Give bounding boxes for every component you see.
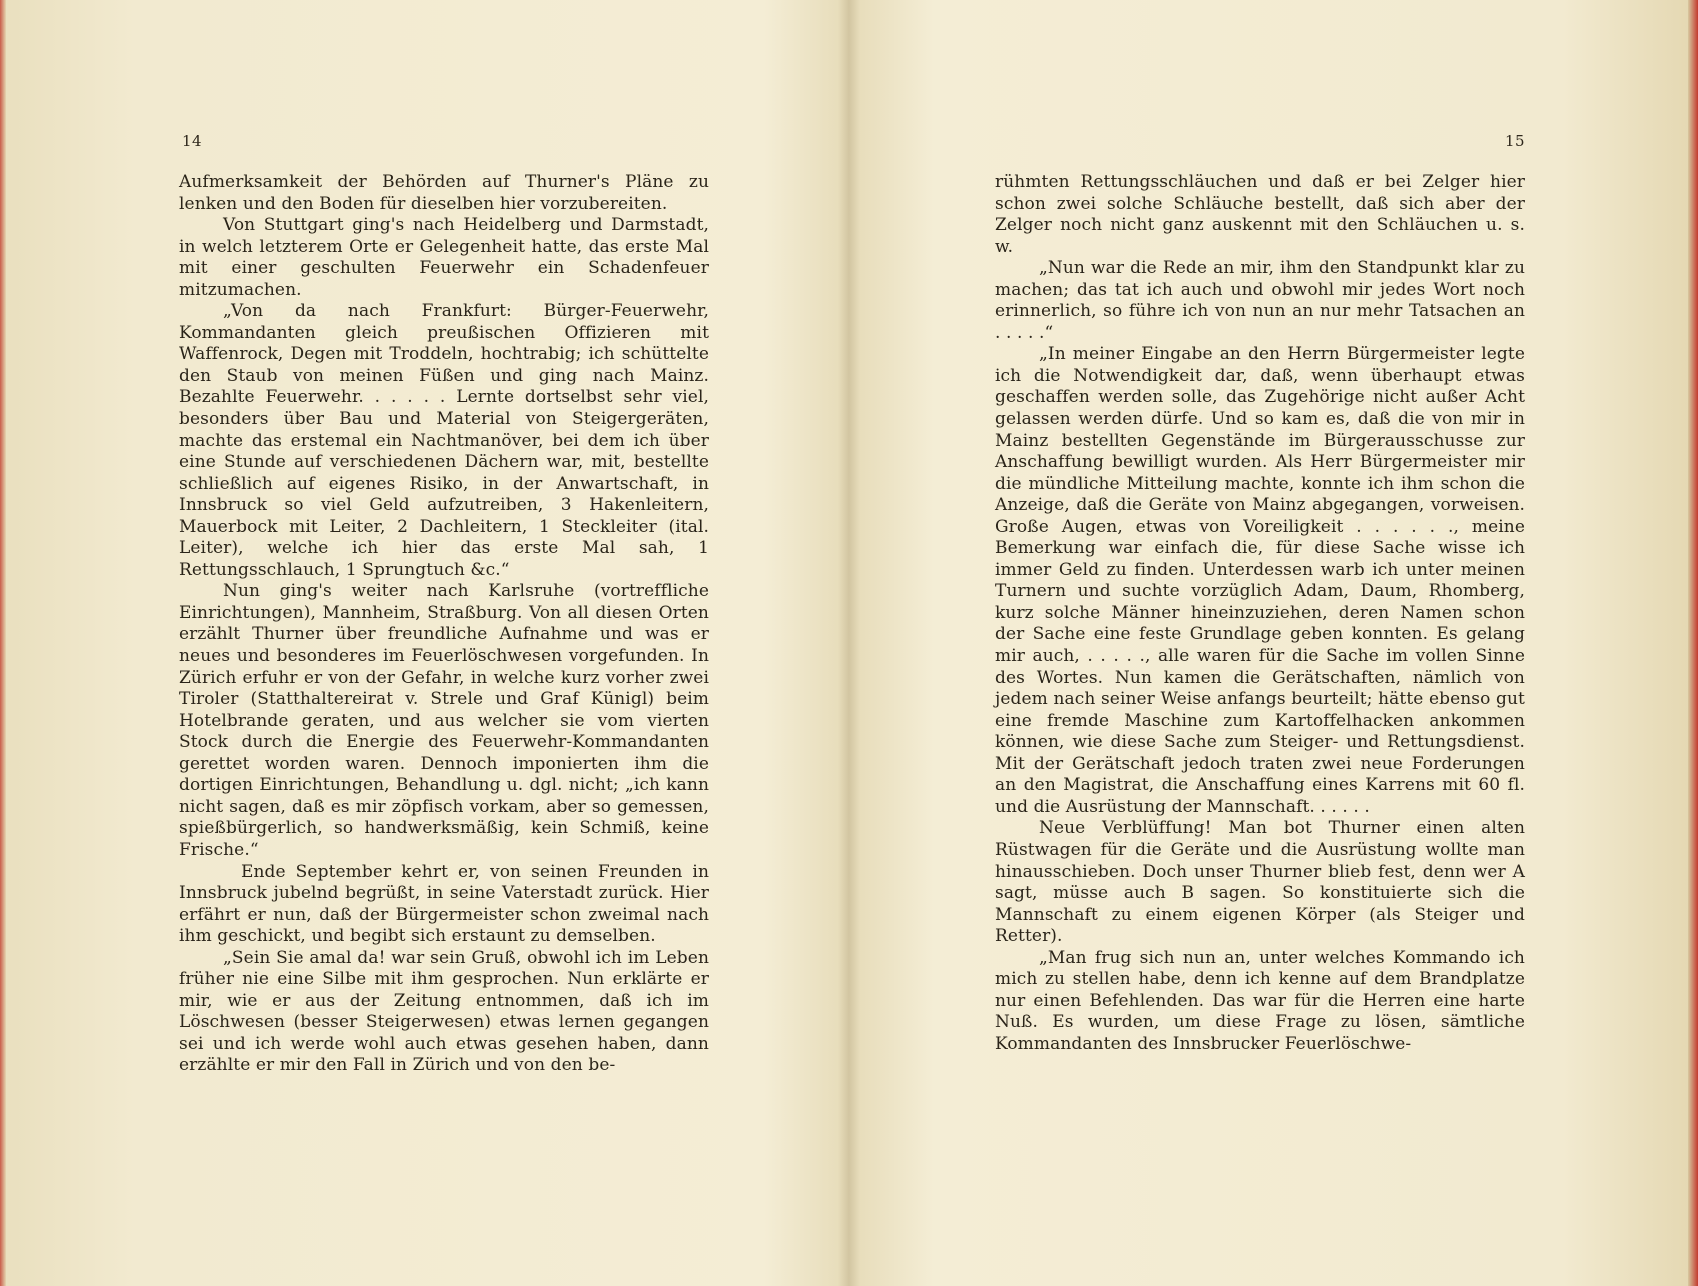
left-page-text [179,172,709,1077]
paragraph: „In meiner Eingabe an den Herrn Bürgermeister legte ich die Notwendigkeit dar, daß, wenn überhaupt etwas geschaffen werden solle, das Zugehörige nicht außer Acht gelassen werden dürfe. Und so kam es, daß die von mir in Mainz bestellten Gegenstände im Bürgerausschusse zur Anschaffung bewilligt wurden. Als Herr Bürgermeister mir die mündliche Mitteilung machte, konnte ich ihm schon die Anzeige, daß die Geräte von Mainz abgegangen, vorweisen. Große Augen, etwas von Voreiligkeit . . . . . ., meine Bemerkung war einfach die, für diese Sache wisse ich immer Geld zu finden. Unterdessen warb ich unter meinen Turnern und suchte vorzüglich Adam, Daum, Rhomberg, kurz solche Männer hineinzuziehen, deren Namen schon der Sache eine feste Grundlage geben konnten. Es gelang mir auch, . . . . ., alle waren für die Sache im vollen Sinne des Wortes. Nun kamen die Gerätschaften, nämlich von jedem nach seiner Weise anfangs beurteilt; hätte ebenso gut eine fremde Maschine zum Kartoffelhacken ankommen können, wie diese Sache zum Steiger- und Rettungsdienst. Mit der Gerätschaft jedoch traten zwei neue Forderungen an den Magistrat, die Anschaffung eines Karrens mit 60 fl. und die Ausrüstung der Mannschaft. . . . . . [995,344,1525,817]
right-page-text [995,172,1525,1055]
right-page [849,0,1698,1286]
left-page-number: 14 [182,132,203,150]
paragraph: Ende September kehrt er, von seinen Freunden in Innsbruck jubelnd begrüßt, in seine Vaterstadt zurück. Hier erfährt er nun, daß der Bürgermeister schon zweimal nach ihm geschickt, und begibt sich erstaunt zu demselben. [179,861,709,947]
paragraph: Nun ging's weiter nach Karlsruhe (vortreffliche Einrichtungen), Mannheim, Straßburg. Von all diesen Orten erzählt Thurner über freundliche Aufnahme und was er neues und besonderes im Feuerlöschwesen vorgefunden. In Zürich erfuhr er von der Gefahr, in welche kurz vorher zwei Tiroler (Statthaltereirat v. Strele und Graf Künigl) beim Hotelbrande geraten, und aus welcher sie vom vierten Stock durch die Energie des Feuerwehr-Kommandanten gerettet worden waren. Dennoch imponierten ihm die dortigen Einrichtungen, Behandlung u. dgl. nicht; „ich kann nicht sagen, daß es mir zöpfisch vorkam, aber so gemessen, spießbürgerlich, so handwerksmäßig, kein Schmiß, keine Frische.“ [179,581,709,860]
paragraph: „Sein Sie amal da! war sein Gruß, obwohl ich im Leben früher nie eine Silbe mit ihm gesprochen. Nun erklärte er mir, wie er aus der Zeitung entnommen, daß ich im Löschwesen (besser Steigerwesen) etwas lernen gegangen sei und ich werde wohl auch etwas gesehen haben, dann erzählte er mir den Fall in Zürich und von den be- [179,947,709,1076]
paragraph: Neue Verblüffung! Man bot Thurner einen alten Rüstwagen für die Geräte und die Ausrüstung wollte man hinausschieben. Doch unser Thurner blieb fest, denn wer A sagt, müsse auch B sagen. So konstituierte sich die Mannschaft zu einem eigenen Körper (als Steiger und Retter). [995,818,1525,947]
paragraph: Aufmerksamkeit der Behörden auf Thurner's Pläne zu lenken und den Boden für dieselben hier vorzubereiten. [179,172,709,214]
paragraph: „Nun war die Rede an mir, ihm den Standpunkt klar zu machen; das tat ich auch und obwohl mir jedes Wort noch erinnerlich, so führe ich von nun an nur mehr Tatsachen an . . . . .“ [995,258,1525,343]
paragraph: „Von da nach Frankfurt: Bürger-Feuerwehr, Kommandanten gleich preußischen Offizieren mit Waffenrock, Degen mit Troddeln, hochtrabig; ich schüttelte den Staub von meinen Füßen und ging nach Mainz. Bezahlte Feuerwehr. . . . . . Lernte dortselbst sehr viel, besonders über Bau und Material von Steigergeräten, machte das erstemal ein Nachtmanöver, bei dem ich über eine Stunde auf verschiedenen Dächern war, mit, bestellte schließlich auf eigenes Risiko, in der Anwartschaft, in Innsbruck so viel Geld aufzutreiben, 3 Hakenleitern, Mauerbock mit Leiter, 2 Dachleitern, 1 Steckleiter (ital. Leiter), welche ich hier das erste Mal sah, 1 Rettungsschlauch, 1 Sprungtuch &c.“ [179,301,709,580]
paragraph: Von Stuttgart ging's nach Heidelberg und Darmstadt, in welch letzterem Orte er Gelegenheit hatte, das erste Mal mit einer geschulten Feuerwehr ein Schadenfeuer mitzumachen. [179,215,709,300]
paragraph: „Man frug sich nun an, unter welches Kommando ich mich zu stellen habe, denn ich kenne auf dem Brandplatze nur einen Befehlenden. Das war für die Herren eine harte Nuß. Es wurden, um diese Frage zu lösen, sämtliche Kommandanten des Innsbrucker Feuerlöschwe- [995,947,1525,1054]
right-page-number: 15 [1505,132,1526,150]
paragraph: rühmten Rettungsschläuchen und daß er bei Zelger hier schon zwei solche Schläuche bestellt, daß sich aber der Zelger noch nicht ganz auskennt mit den Schläuchen u. s. w. [995,172,1525,257]
